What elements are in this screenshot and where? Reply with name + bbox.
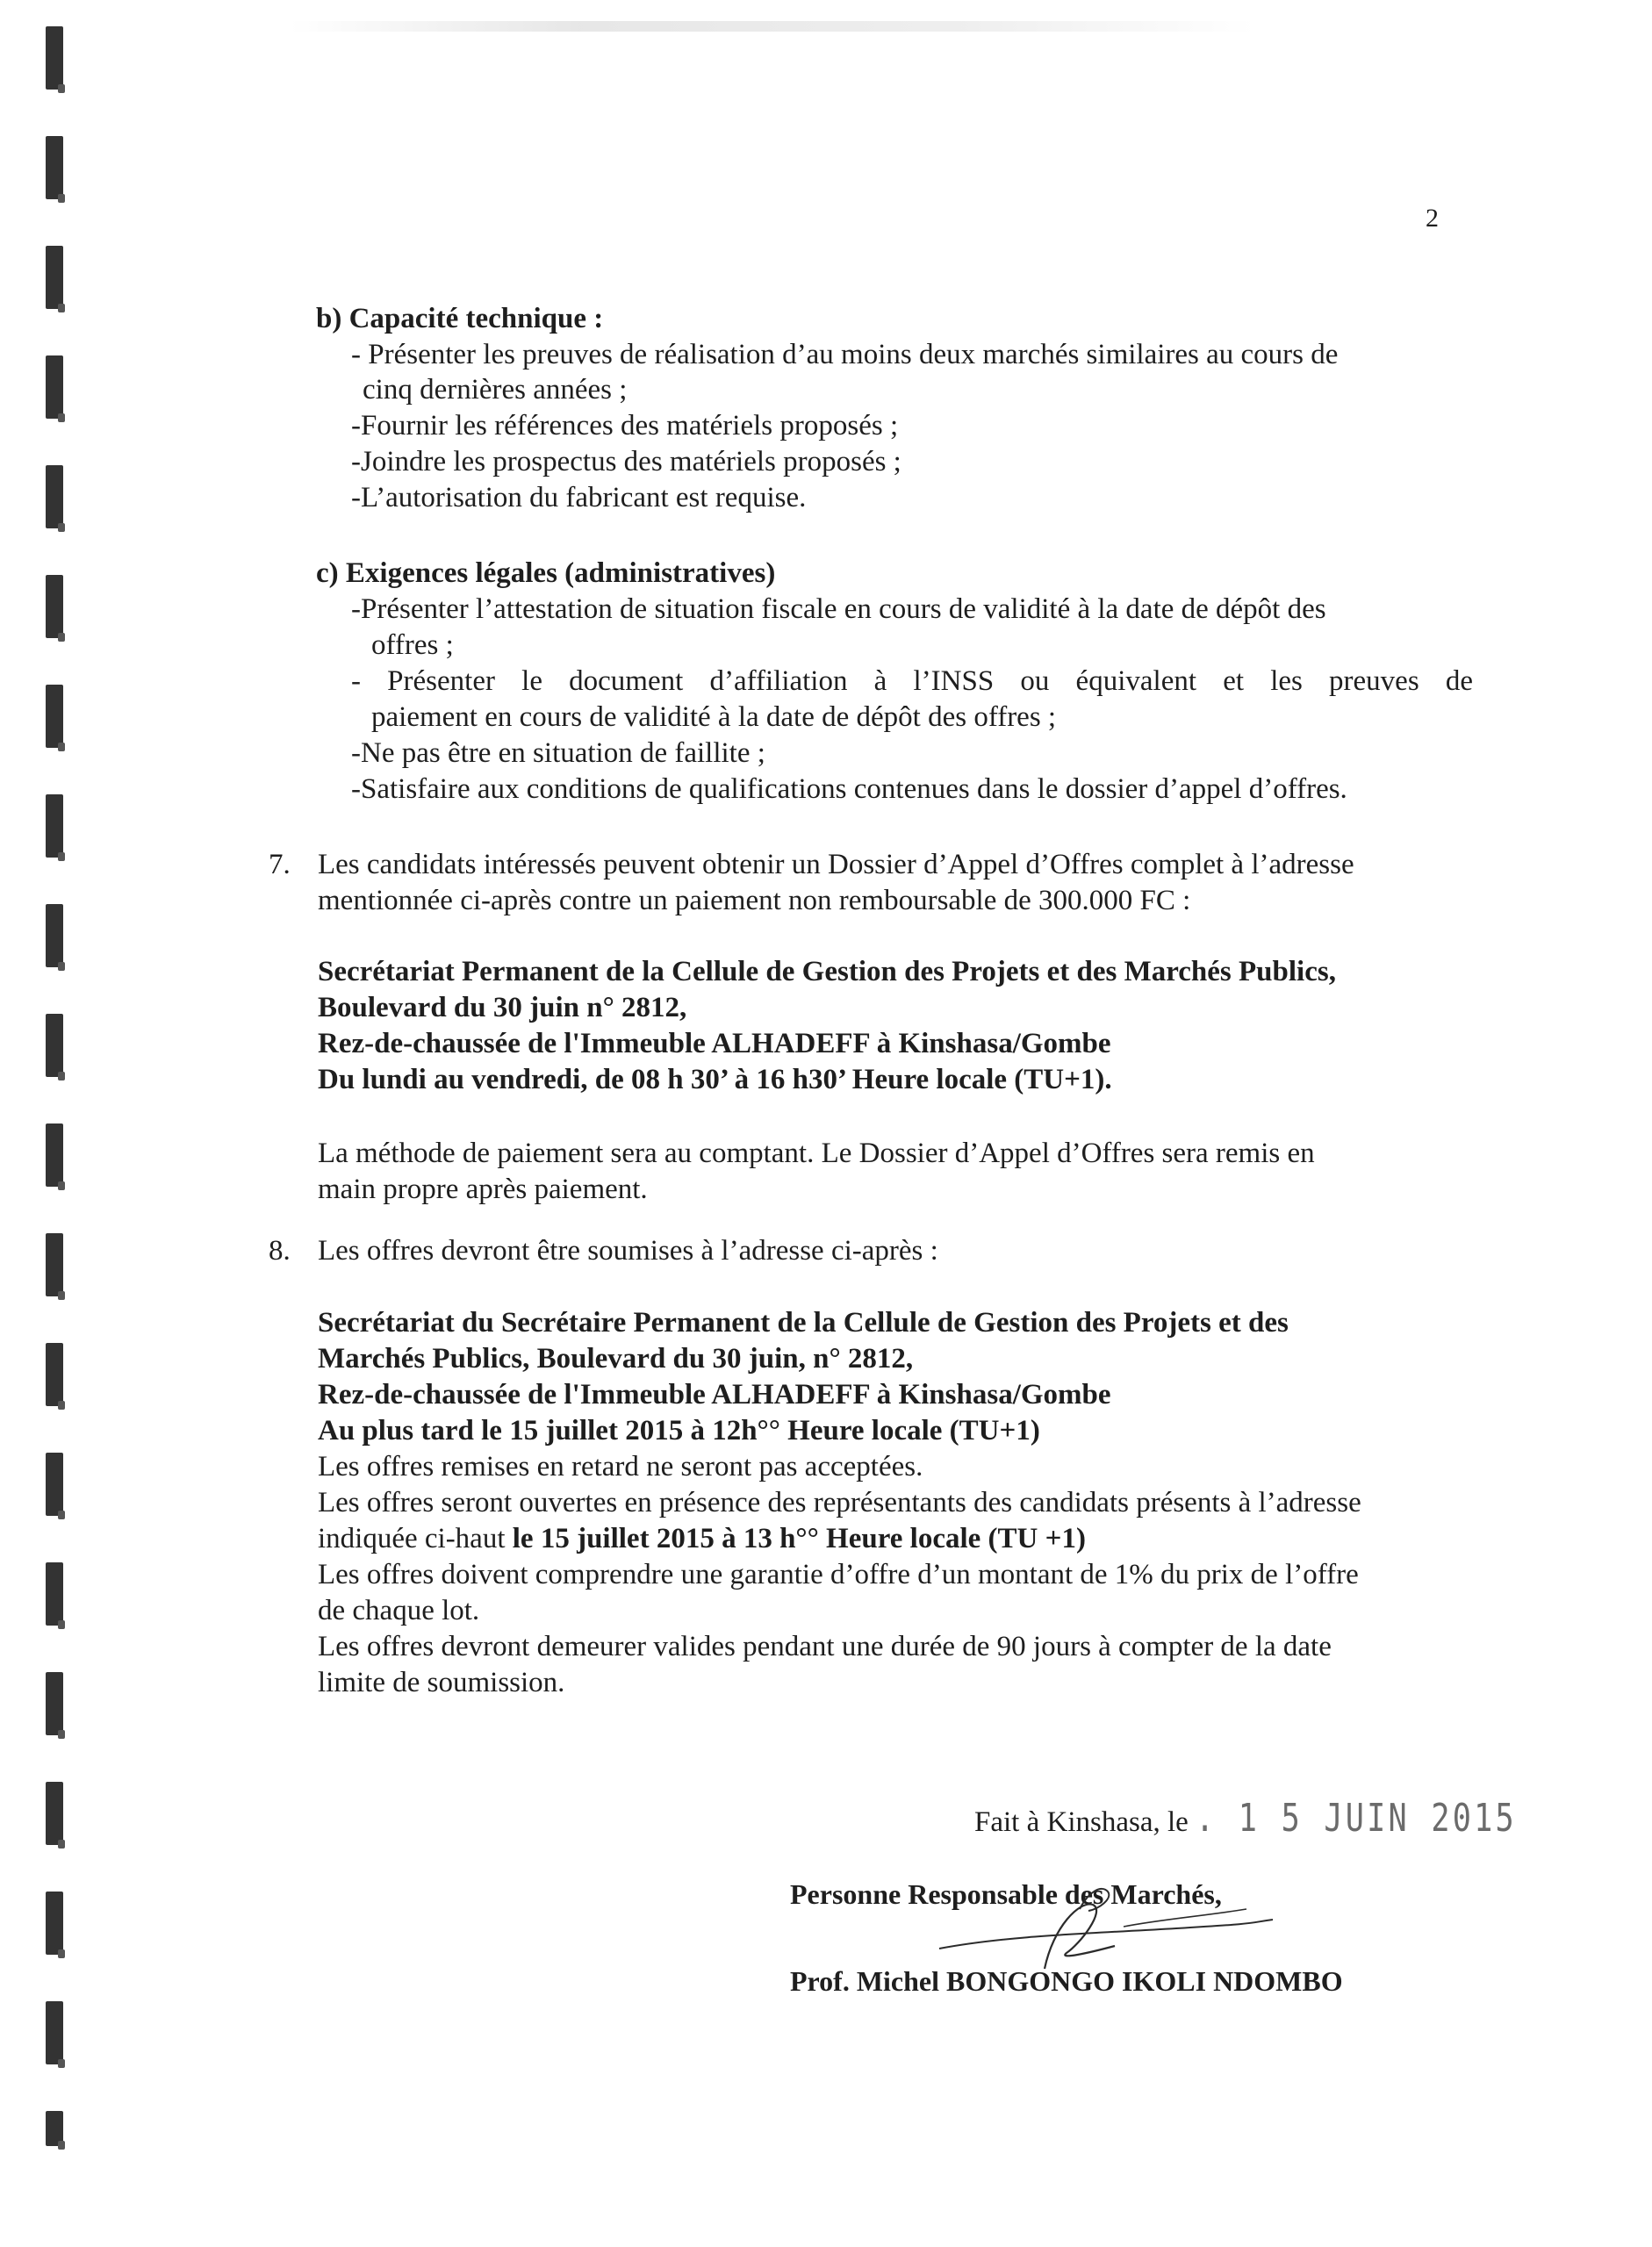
- binder-hole: [46, 575, 63, 638]
- section-c-item: paiement en cours de validité à la date de dépôt des offres ;: [371, 701, 1057, 733]
- section-b-heading: b) Capacité technique :: [316, 303, 604, 334]
- item-8-intro: Les offres devront être soumises à l’adresse ci-après :: [318, 1235, 938, 1267]
- item-8-address: Marchés Publics, Boulevard du 30 juin, n° 2812,: [318, 1343, 914, 1375]
- date-stamp: . 1 5 JUIN 2015: [1196, 1796, 1517, 1841]
- binder-hole: [46, 1124, 63, 1187]
- binder-hole: [46, 1672, 63, 1735]
- place-date-prefix: Fait à Kinshasa, le: [974, 1806, 1189, 1838]
- binder-hole: [46, 904, 63, 967]
- item-7-payment: main propre après paiement.: [318, 1174, 648, 1205]
- binder-hole: [46, 1562, 63, 1626]
- binder-hole: [46, 1233, 63, 1296]
- item-8-guarantee: Les offres doivent comprendre une garantie d’offre d’un montant de 1% du prix de l’offre: [318, 1559, 1359, 1590]
- signatory-title: Personne Responsable des Marchés,: [790, 1878, 1222, 1910]
- item-7-payment: La méthode de paiement sera au comptant. Le Dossier d’Appel d’Offres sera remis en: [318, 1138, 1315, 1169]
- scan-artifact: [290, 21, 1255, 32]
- item-8-late: Les offres remises en retard ne seront pas acceptées.: [318, 1451, 923, 1482]
- item-8-deadline: Au plus tard le 15 juillet 2015 à 12h°° Heure locale (TU+1): [318, 1415, 1040, 1447]
- signatory-name: Prof. Michel BONGONGO IKOLI NDOMBO: [790, 1965, 1343, 1997]
- binder-holes: [46, 26, 72, 2229]
- section-c-item: -Satisfaire aux conditions de qualifications contenues dans le dossier d’appel d’offres.: [351, 773, 1347, 805]
- item-8-opening: Les offres seront ouvertes en présence des représentants des candidats présents à l’adresse: [318, 1487, 1361, 1518]
- item-8-opening: [318, 1521, 1086, 1556]
- item-7-text: mentionnée ci-après contre un paiement non remboursable de 300.000 FC :: [318, 885, 1191, 916]
- page-number: 2: [1426, 204, 1439, 233]
- item-8-guarantee: de chaque lot.: [318, 1595, 480, 1626]
- item-7-address: Secrétariat Permanent de la Cellule de Gestion des Projets et des Marchés Publics,: [318, 956, 1336, 987]
- item-8-opening-prefix: indiquée ci-haut: [318, 1523, 513, 1554]
- section-b-item: -L’autorisation du fabricant est requise.: [351, 482, 807, 513]
- binder-hole: [46, 1453, 63, 1516]
- binder-hole: [46, 136, 63, 199]
- item-7-text: Les candidats intéressés peuvent obtenir un Dossier d’Appel d’Offres complet à l’adresse: [318, 849, 1354, 880]
- item-8-opening-date: le 15 juillet 2015 à 13 h°° Heure locale (TU +1): [512, 1523, 1086, 1554]
- item-7-number: 7.: [269, 849, 291, 880]
- binder-hole: [46, 685, 63, 748]
- section-c-item: -Ne pas être en situation de faillite ;: [351, 737, 765, 769]
- section-b-item: - Présenter les preuves de réalisation d’au moins deux marchés similaires au cours de: [351, 339, 1339, 370]
- binder-hole: [46, 2001, 63, 2064]
- item-8-validity: limite de soumission.: [318, 1667, 565, 1698]
- section-b-item: cinq dernières années ;: [363, 374, 628, 406]
- binder-hole: [46, 2111, 63, 2146]
- binder-hole: [46, 1782, 63, 1845]
- handwritten-signature: [913, 1865, 1282, 1971]
- binder-hole: [46, 1343, 63, 1406]
- item-8-address: Rez-de-chaussée de l'Immeuble ALHADEFF à Kinshasa/Gombe: [318, 1379, 1111, 1411]
- place-date: [974, 1796, 1597, 1841]
- binder-hole: [46, 794, 63, 858]
- item-7-address: Du lundi au vendredi, de 08 h 30’ à 16 h30’ Heure locale (TU+1).: [318, 1064, 1112, 1095]
- section-b-item: -Joindre les prospectus des matériels proposés ;: [351, 446, 901, 477]
- binder-hole: [46, 465, 63, 528]
- binder-hole: [46, 26, 63, 90]
- item-8-number: 8.: [269, 1235, 291, 1267]
- binder-hole: [46, 1014, 63, 1077]
- binder-hole: [46, 355, 63, 419]
- item-7-address: Boulevard du 30 juin n° 2812,: [318, 992, 687, 1023]
- item-7-address: Rez-de-chaussée de l'Immeuble ALHADEFF à Kinshasa/Gombe: [318, 1028, 1111, 1059]
- binder-hole: [46, 246, 63, 309]
- item-8-validity: Les offres devront demeurer valides pendant une durée de 90 jours à compter de la date: [318, 1631, 1332, 1662]
- section-c-item: -Présenter l’attestation de situation fiscale en cours de validité à la date de dépôt des: [351, 593, 1326, 625]
- section-c-item: - Présenter le document d’affiliation à l’INSS ou équivalent et les preuves de: [351, 665, 1473, 697]
- binder-hole: [46, 1892, 63, 1955]
- section-b-item: -Fournir les références des matériels proposés ;: [351, 410, 899, 442]
- section-c-heading: c) Exigences légales (administratives): [316, 557, 776, 589]
- section-c-item: offres ;: [371, 629, 454, 661]
- item-8-address: Secrétariat du Secrétaire Permanent de la Cellule de Gestion des Projets et des: [318, 1307, 1289, 1339]
